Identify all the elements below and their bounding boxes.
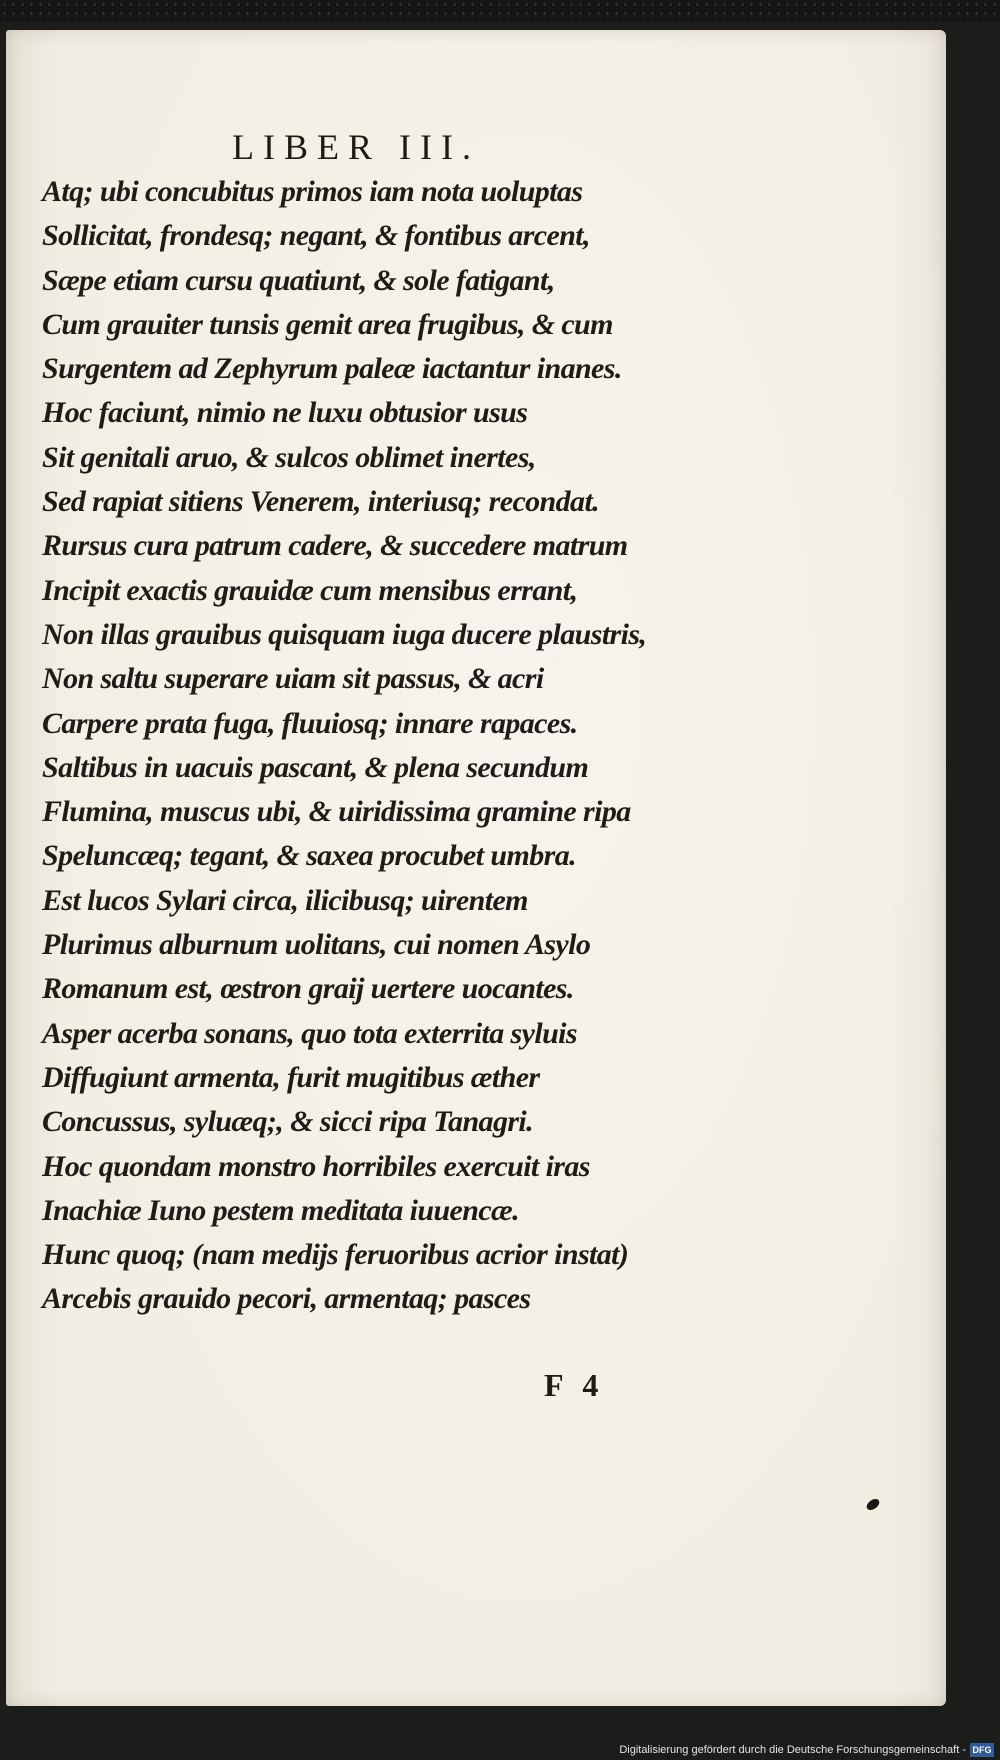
verse-line: Asper acerba sonans, quo tota exterrita syluis (42, 1016, 577, 1050)
verse-line: Plurimus alburnum uolitans, cui nomen Asylo (42, 928, 591, 962)
verse-line: Sollicitat, frondesq; negant, & fontibus arcent, (42, 219, 590, 253)
verse-line: Est lucos Sylari circa, ilicibusq; uirentem (42, 883, 528, 917)
verse-line: Inachiæ Iuno pestem meditata iuuencæ. (42, 1193, 520, 1227)
verse-line: Arcebis grauido pecori, armentaq; pasces (42, 1282, 531, 1316)
verse-line: Diffugiunt armenta, furit mugitibus æther (42, 1060, 540, 1094)
verse-line: Surgentem ad Zephyrum paleæ iactantur inanes. (42, 352, 622, 386)
running-head: LIBER III. (232, 127, 480, 167)
verse-line: Incipit exactis grauidæ cum mensibus errant, (42, 573, 578, 607)
digitization-credit: Digitalisierung gefördert durch die Deutsche Forschungsgemeinschaft - (619, 1744, 966, 1756)
verse-line: Hoc faciunt, nimio ne luxu obtusior usus (42, 396, 528, 430)
verse-line: Romanum est, œstron graij uertere uocantes. (42, 972, 574, 1006)
verse-line: Atq; ubi concubitus primos iam nota uoluptas (42, 175, 583, 208)
ink-spot (865, 1497, 882, 1512)
verse-line: Saltibus in uacuis pascant, & plena secundum (42, 750, 589, 784)
verse-line: Non saltu superare uiam sit passus, & acri (42, 662, 544, 696)
dfg-logo-icon: DFG (970, 1743, 994, 1757)
verse-line: Sit genitali aruo, & sulcos oblimet inertes, (42, 440, 536, 474)
verse-line: Speluncæq; tegant, & saxea procubet umbra. (42, 839, 576, 873)
verse-line: Hunc quoq; (nam medijs feruoribus acrior instat) (42, 1238, 629, 1272)
verse-block (42, 170, 732, 1322)
verse-line: Hoc quondam monstro horribiles exercuit iras (42, 1149, 590, 1183)
verse-line: Non illas grauibus quisquam iuga ducere plaustris, (42, 617, 647, 651)
verse-line: Rursus cura patrum cadere, & succedere matrum (42, 529, 628, 563)
verse-line: Cum grauiter tunsis gemit area frugibus, & cum (42, 307, 613, 341)
verse-line: Sed rapiat sitiens Venerem, interiusq; recondat. (42, 485, 600, 519)
verse-line: Concussus, syluæq;, & sicci ripa Tanagri. (42, 1105, 534, 1139)
book-page (6, 30, 946, 1706)
scan-top-edge (0, 0, 1000, 22)
signature-mark: F 4 (544, 1367, 605, 1403)
verse-line: Carpere prata fuga, fluuiosq; innare rapaces. (42, 706, 578, 740)
verse-line: Sæpe etiam cursu quatiunt, & sole fatigant, (42, 263, 555, 297)
verse-line: Flumina, muscus ubi, & uiridissima gramine ripa (42, 795, 631, 829)
